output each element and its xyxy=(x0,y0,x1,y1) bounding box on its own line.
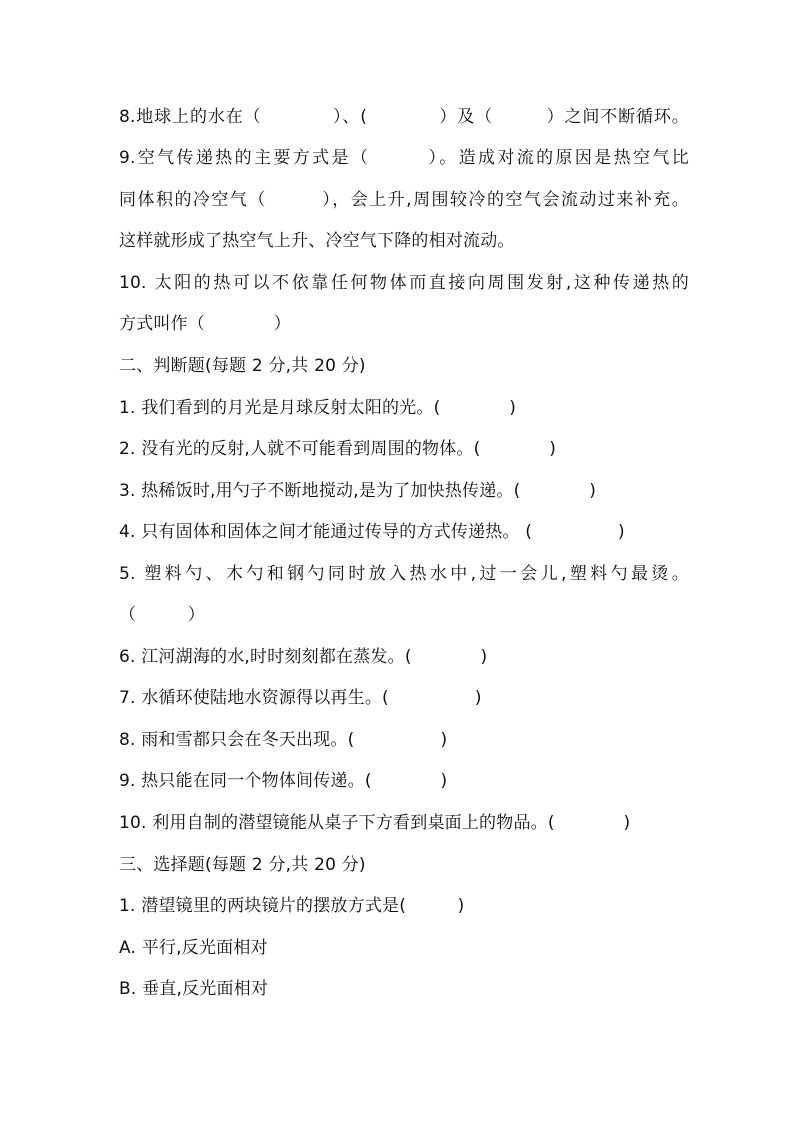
judge-question-3: 3. 热稀饭时,用勺子不断地搅动,是为了加快热传递。( ) xyxy=(119,481,597,501)
judge-question-5-line-2: （ ） xyxy=(119,605,205,625)
choice-question-1: 1. 潜望镜里的两块镜片的摆放方式是( ) xyxy=(119,896,465,916)
fill-question-10-line-2: 方式叫作（ ） xyxy=(119,314,291,334)
fill-question-9-line-1: 9.空气传递热的主要方式是（ ）。造成对流的原因是热空气比 xyxy=(119,148,689,168)
section-heading-true-false: 二、判断题(每题 2 分,共 20 分) xyxy=(119,356,366,376)
fill-question-9-line-3: 这样就形成了热空气上升、冷空气下降的相对流动。 xyxy=(119,231,515,251)
fill-question-9-line-2: 同体积的冷空气（ ），会上升,周围较冷的空气会流动过来补充。 xyxy=(119,190,689,210)
judge-question-5-line-1: 5. 塑料勺、木勺和钢勺同时放入热水中,过一会儿,塑料勺最烫。 xyxy=(119,564,689,584)
judge-question-9: 9. 热只能在同一个物体间传递。( ) xyxy=(119,771,448,791)
fill-question-8: 8.地球上的水在（ ）、( ）及（ ）之间不断循环。 xyxy=(119,107,689,127)
judge-question-7: 7. 水循环使陆地水资源得以再生。( ) xyxy=(119,688,482,708)
judge-question-6: 6. 江河湖海的水,时时刻刻都在蒸发。( ) xyxy=(119,647,488,667)
judge-question-1: 1. 我们看到的月光是月球反射太阳的光。( ) xyxy=(119,398,517,418)
choice-option-b: B. 垂直,反光面相对 xyxy=(119,979,269,999)
judge-question-2: 2. 没有光的反射,人就不可能看到周围的物体。( ) xyxy=(119,439,557,459)
judge-question-10: 10. 利用自制的潜望镜能从桌子下方看到桌面上的物品。( ) xyxy=(119,813,631,833)
section-heading-multiple-choice: 三、选择题(每题 2 分,共 20 分) xyxy=(119,855,366,875)
choice-option-a: A. 平行,反光面相对 xyxy=(119,938,268,958)
judge-question-4: 4. 只有固体和固体之间才能通过传导的方式传递热。 ( ) xyxy=(119,522,625,542)
fill-question-10-line-1: 10. 太阳的热可以不依靠任何物体而直接向周围发射,这种传递热的 xyxy=(119,273,689,293)
judge-question-8: 8. 雨和雪都只会在冬天出现。( ) xyxy=(119,730,448,750)
